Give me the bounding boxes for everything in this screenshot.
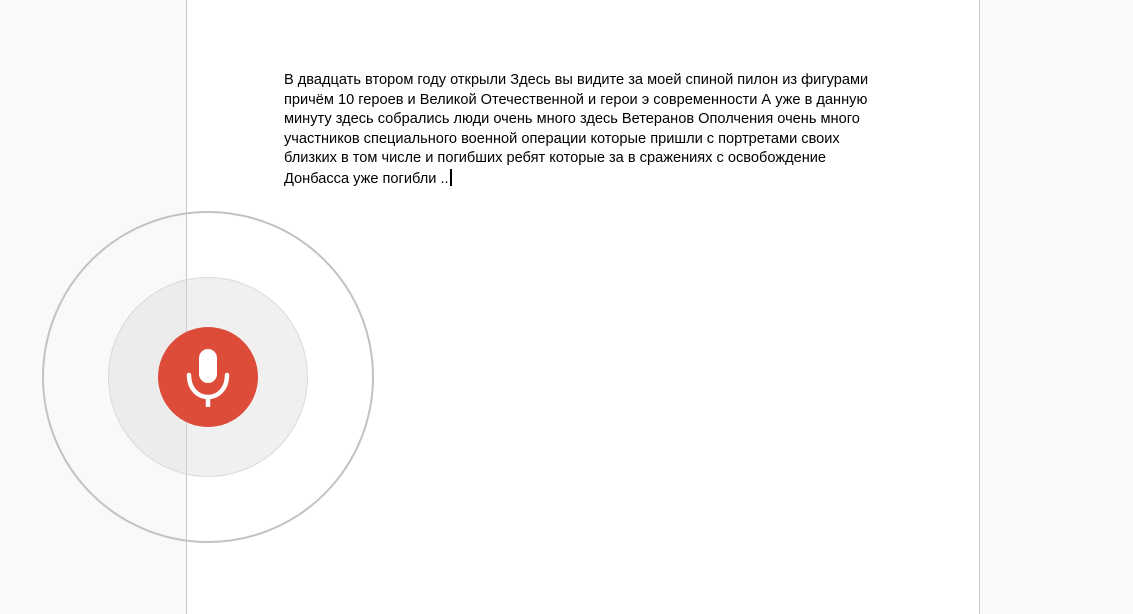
document-body[interactable] xyxy=(284,71,884,189)
document-line-last xyxy=(284,169,884,190)
microphone-icon xyxy=(183,349,233,407)
document-line: минуту здесь собрались люди очень много здесь Ветеранов Ополчения очень много xyxy=(284,111,860,127)
document-line: участников специального военной операции которые пришли с портретами своих xyxy=(284,130,840,147)
document-line-text: Донбасса уже погибли .. xyxy=(284,170,449,187)
document-line: причём 10 героев и Великой Отечественной и герои э современности А уже в данную xyxy=(284,91,868,108)
document-line: В двадцать втором году открыли Здесь вы видите за моей спиной пилон из фигурами xyxy=(284,72,869,88)
voice-typing-widget xyxy=(42,211,374,543)
text-cursor xyxy=(450,169,452,186)
document-line: близких в том числе и погибших ребят которые за в сражениях с освобождение xyxy=(284,150,827,166)
microphone-button[interactable] xyxy=(158,327,258,427)
